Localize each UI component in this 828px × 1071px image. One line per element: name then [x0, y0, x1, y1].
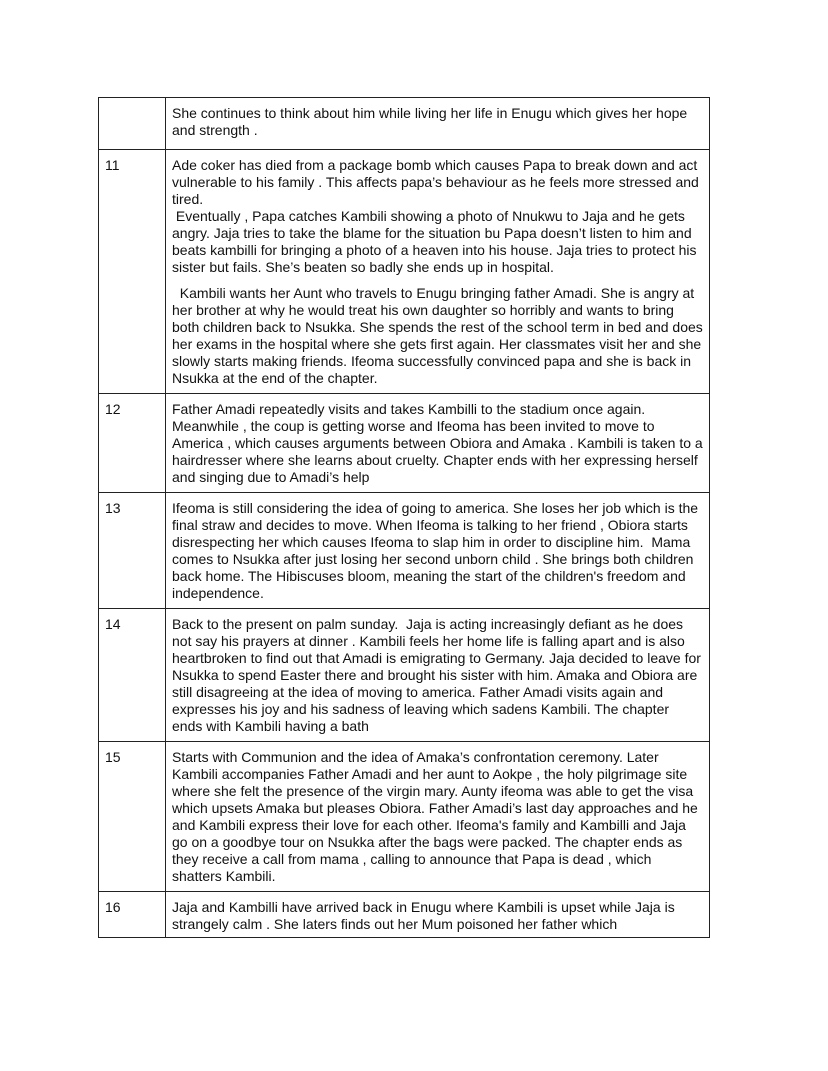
chapter-summary-table: [98, 97, 710, 938]
table-row: [99, 892, 710, 938]
table-row: [99, 394, 710, 493]
chapter-number-cell: 16: [99, 892, 166, 938]
chapter-summary-cell: [166, 742, 710, 892]
chapter-number-cell: 14: [99, 609, 166, 742]
chapter-summary-cell: [166, 394, 710, 493]
summary-paragraph: Ifeoma is still considering the idea of going to america. She loses her job which is the final straw and decides to move. When Ifeoma is talking to her friend , Obiora starts disrespecting her which causes Ifeoma to slap him in order to discipline him. Mama comes to Nsukka after just losing her second unborn child . She brings both children back home. The Hibiscuses bloom, meaning the start of the children's freedom and independence.: [172, 500, 702, 601]
chapter-summary-cell: [166, 98, 710, 150]
summary-paragraph: Father Amadi repeatedly visits and takes Kambilli to the stadium once again. Meanwhile , the coup is getting worse and Ifeoma has been invited to move to America , which causes arguments between Obiora and Amaka . Kambili is taken to a hairdresser where she learns about cruelty. Chapter ends with her expressing herself and singing due to Amadi’s help: [172, 401, 707, 485]
table-row: [99, 150, 710, 394]
chapter-number-cell: 15: [99, 742, 166, 892]
chapter-summary-cell: [166, 150, 710, 394]
chapter-summary-cell: [166, 493, 710, 609]
summary-paragraph: Starts with Communion and the idea of Amaka’s confrontation ceremony. Later Kambili accompanies Father Amadi and her aunt to Aokpe , the holy pilgrimage site where she felt the presence of the virgin mary. Aunty ifeoma was able to get the visa which upsets Amaka but pleases Obiora. Father Amadi’s last day approaches and he and Kambili express their love for each other. Ifeoma's family and Kambilli and Jaja go on a goodbye tour on Nsukka after the bags were packed. The chapter ends as they receive a call from mama , calling to announce that Papa is dead , which shatters Kambili.: [172, 749, 702, 884]
table-row: [99, 493, 710, 609]
chapter-summary-cell: [166, 609, 710, 742]
table-row: [99, 98, 710, 150]
table-row: [99, 742, 710, 892]
summary-paragraph: Back to the present on palm sunday. Jaja is acting increasingly defiant as he does not say his prayers at dinner . Kambili feels her home life is falling apart and is also heartbroken to find out that Amadi is emigrating to Germany. Jaja decided to leave for Nsukka to spend Easter there and brought his sister with him. Amaka and Obiora are still disagreeing at the idea of moving to america. Father Amadi visits again and expresses his joy and his sadness of leaving which sadens Kambili. The chapter ends with Kambili having a bath: [172, 616, 705, 734]
chapter-number-cell: 11: [99, 150, 166, 394]
table-row: [99, 609, 710, 742]
summary-paragraph: She continues to think about him while living her life in Enugu which gives her hope and strength .: [172, 105, 692, 138]
summary-paragraph: Jaja and Kambilli have arrived back in Enugu where Kambili is upset while Jaja is strangely calm . She laters finds out her Mum poisoned her father which: [172, 899, 679, 932]
summary-paragraph: Kambili wants her Aunt who travels to Enugu bringing father Amadi. She is angry at her brother at why he would treat his own daughter so horribly and wants to bring both children back to Nsukka. She spends the rest of the school term in bed and does her exams in the hospital where she gets first again. Her classmates visit her and she slowly starts making friends. Ifeoma successfully convinced papa and she is back in Nsukka at the end of the chapter.: [172, 285, 707, 386]
summary-paragraph: Ade coker has died from a package bomb which causes Papa to break down and act vulnerable to his family . This affects papa’s behaviour as he feels more stressed and tired. Eventually , Papa catches Kambili showing a photo of Nnukwu to Jaja and he gets angry. Jaja tries to take the blame for the situation bu Papa doesn’t listen to him and beats kambilli for bringing a photo of a heaven into his house. Jaja tries to protect his sister but fails. She’s beaten so badly she ends up in hospital.: [172, 157, 699, 275]
chapter-number-cell: 12: [99, 394, 166, 493]
chapter-number-cell: [99, 98, 166, 150]
chapter-number-cell: 13: [99, 493, 166, 609]
chapter-summary-cell: [166, 892, 710, 938]
